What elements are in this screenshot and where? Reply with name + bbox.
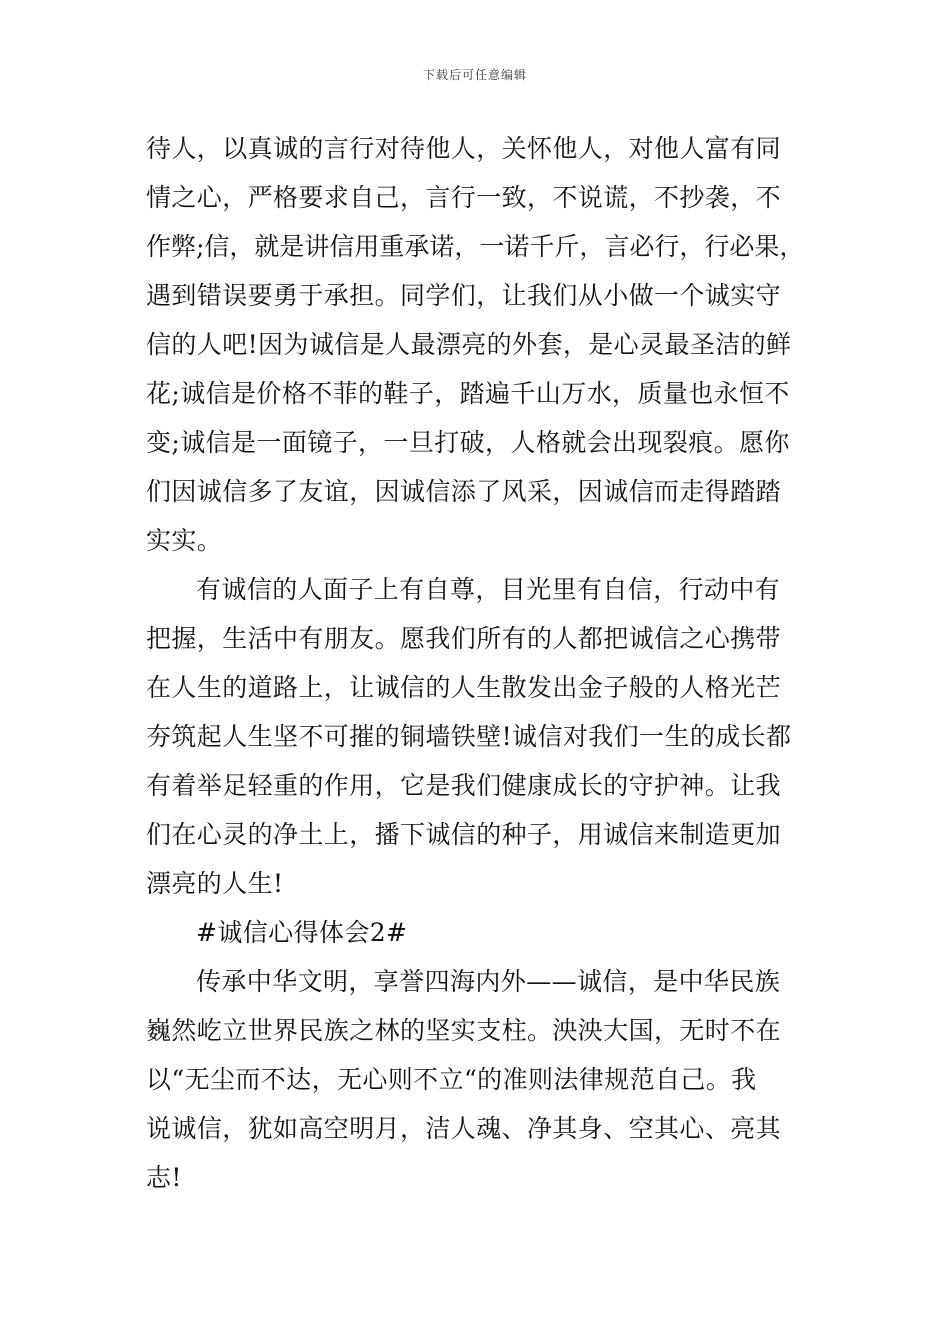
- page-header: 下载后可任意编辑: [422, 68, 527, 82]
- document-body: [146, 124, 826, 1202]
- text-line: 们因诚信多了友谊，因诚信添了风采，因诚信而走得踏踏: [146, 477, 782, 506]
- paragraph-first-line: 传承中华文明，享誉四海内外——诚信，是中华民族: [196, 967, 781, 996]
- text-line: 漂亮的人生!: [146, 869, 284, 898]
- text-line: 在人生的道路上，让诚信的人生散发出金子般的人格光芒: [146, 673, 782, 702]
- text-line: 信的人吧!因为诚信是人最漂亮的外套，是心灵最圣洁的鲜: [146, 330, 792, 359]
- section-heading: #诚信心得体会2#: [196, 918, 408, 947]
- text-line: 说诚信，犹如高空明月，洁人魂、净其身、空其心、亮其: [146, 1114, 782, 1143]
- text-line: 巍然屹立世界民族之林的坚实支柱。泱泱大国，无时不在: [146, 1016, 782, 1045]
- text-line: 把握，生活中有朋友。愿我们所有的人都把诚信之心携带: [146, 624, 782, 653]
- text-line: 情之心，严格要求自己，言行一致，不说谎，不抄袭，不: [146, 183, 782, 212]
- text-line: 以“无尘而不达，无心则不立“的准则法律规范自己。我: [146, 1065, 757, 1094]
- text-line: 夯筑起人生坚不可摧的铜墙铁壁!诚信对我们一生的成长都: [146, 722, 792, 751]
- text-line: 有着举足轻重的作用，它是我们健康成长的守护神。让我: [146, 771, 782, 800]
- text-line: 志!: [146, 1163, 182, 1192]
- text-line: 实实。: [146, 526, 223, 555]
- text-line: 遇到错误要勇于承担。同学们，让我们从小做一个诚实守: [146, 281, 782, 310]
- text-line: 们在心灵的净土上，播下诚信的种子，用诚信来制造更加: [146, 820, 782, 849]
- text-line: 作弊;信，就是讲信用重承诺，一诺千斤，言必行，行必果，: [146, 232, 805, 261]
- text-line: 待人，以真诚的言行对待他人，关怀他人，对他人富有同: [146, 134, 782, 163]
- text-line: 花;诚信是价格不菲的鞋子，踏遍千山万水，质量也永恒不: [146, 379, 790, 408]
- paragraph-first-line: 有诚信的人面子上有自尊，目光里有自信，行动中有: [196, 575, 781, 604]
- text-line: 变;诚信是一面镜子，一旦打破，人格就会出现裂痕。愿你: [146, 428, 790, 457]
